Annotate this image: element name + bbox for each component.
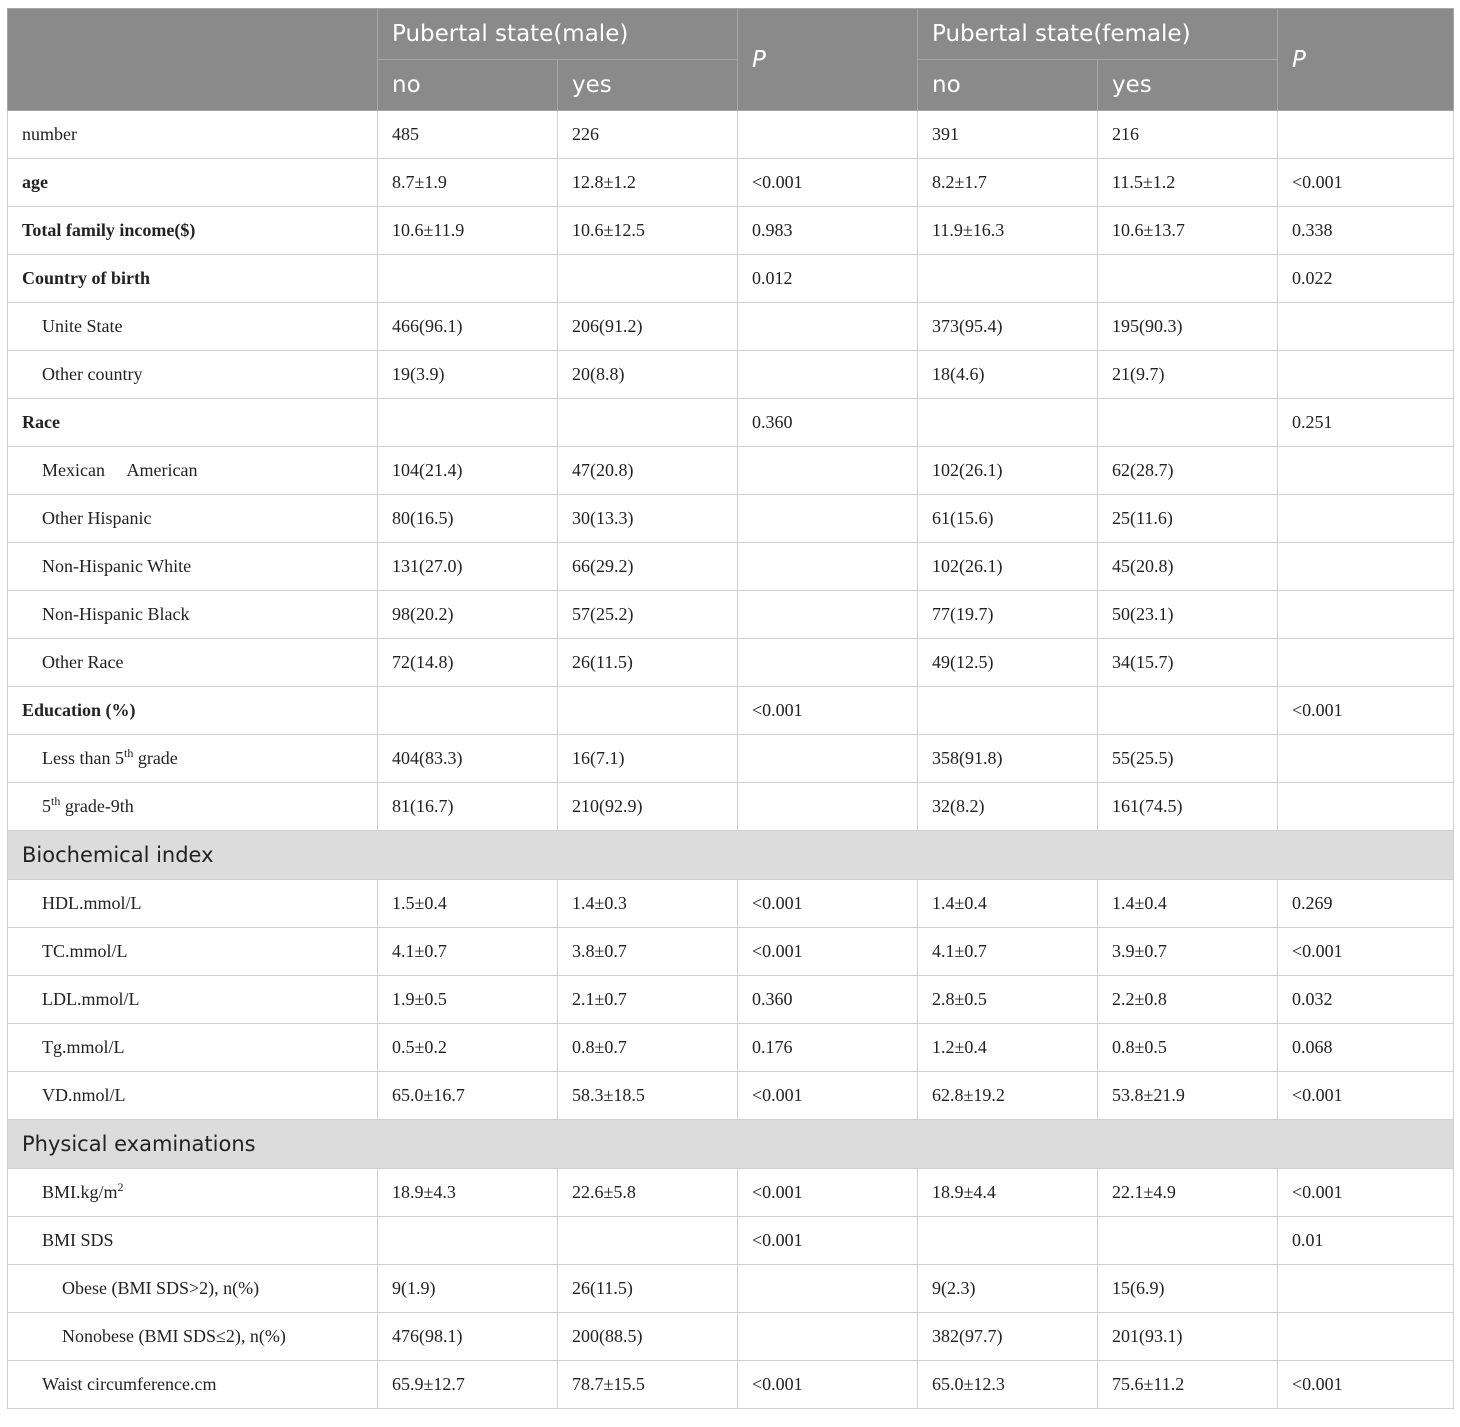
row-label-text: Unite State [42,316,123,336]
cell-female-yes: 2.2±0.8 [1098,976,1278,1024]
cell-p-male: <0.001 [738,687,918,735]
cell-male-no: 476(98.1) [378,1313,558,1361]
cell-male-yes: 22.6±5.8 [558,1169,738,1217]
row-label [8,1072,378,1120]
row-label [8,976,378,1024]
cell-p-male [738,783,918,831]
row-label-superscript: th [123,746,134,760]
cell-male-no: 98(20.2) [378,591,558,639]
cell-p-female [1278,783,1454,831]
row-label-text: Mexican American [42,460,198,480]
cell-female-yes [1098,687,1278,735]
table-row [8,1072,1454,1120]
cell-female-yes [1098,399,1278,447]
cell-male-yes: 26(11.5) [558,1265,738,1313]
cell-male-yes: 3.8±0.7 [558,928,738,976]
cell-p-female: 0.338 [1278,207,1454,255]
cell-p-male: 0.176 [738,1024,918,1072]
cell-female-yes [1098,1217,1278,1265]
cell-male-no: 131(27.0) [378,543,558,591]
row-label [8,447,378,495]
cell-p-male: 0.012 [738,255,918,303]
table-row [8,976,1454,1024]
cell-female-yes: 50(23.1) [1098,591,1278,639]
cell-male-yes: 226 [558,111,738,159]
cell-female-no: 102(26.1) [918,543,1098,591]
cell-female-yes: 21(9.7) [1098,351,1278,399]
row-label [8,351,378,399]
header-male-yes: yes [558,60,738,111]
cell-p-female: 0.01 [1278,1217,1454,1265]
cell-male-no [378,687,558,735]
row-label-text: Total family income($) [22,220,196,240]
table-row [8,1024,1454,1072]
cell-female-no [918,1217,1098,1265]
table-row [8,255,1454,303]
cell-female-no: 61(15.6) [918,495,1098,543]
cell-male-yes: 47(20.8) [558,447,738,495]
row-label-text: Other Hispanic [42,508,152,528]
row-label-text: Other country [42,364,143,384]
row-label [8,1169,378,1217]
cell-female-no: 32(8.2) [918,783,1098,831]
cell-p-female [1278,495,1454,543]
table-row [8,495,1454,543]
cell-female-no: 9(2.3) [918,1265,1098,1313]
row-label-text: Education (%) [22,700,136,720]
cell-male-no: 18.9±4.3 [378,1169,558,1217]
row-label [8,543,378,591]
cell-male-yes: 0.8±0.7 [558,1024,738,1072]
cell-male-no: 19(3.9) [378,351,558,399]
cell-female-yes: 34(15.7) [1098,639,1278,687]
cell-p-female [1278,303,1454,351]
cell-p-female [1278,735,1454,783]
row-label [8,928,378,976]
cell-female-no: 1.2±0.4 [918,1024,1098,1072]
cell-male-no: 1.9±0.5 [378,976,558,1024]
cell-p-male: <0.001 [738,928,918,976]
cell-female-no: 11.9±16.3 [918,207,1098,255]
cell-male-yes: 2.1±0.7 [558,976,738,1024]
cell-p-male: <0.001 [738,159,918,207]
cell-female-no: 391 [918,111,1098,159]
cell-p-female [1278,1313,1454,1361]
cell-female-no: 4.1±0.7 [918,928,1098,976]
row-label [8,495,378,543]
cell-p-male [738,735,918,783]
table-row [8,1217,1454,1265]
row-label [8,591,378,639]
cell-p-female [1278,543,1454,591]
cell-female-yes: 216 [1098,111,1278,159]
cell-p-female: 0.068 [1278,1024,1454,1072]
table-row [8,880,1454,928]
cell-p-female [1278,351,1454,399]
row-label-text: Other Race [42,652,124,672]
row-label [8,1361,378,1409]
cell-female-yes: 161(74.5) [1098,783,1278,831]
table-row [8,783,1454,831]
cell-female-no [918,399,1098,447]
table-row [8,639,1454,687]
section-title: Physical examinations [8,1120,1454,1169]
row-label [8,687,378,735]
row-label-text: Nonobese (BMI SDS≤2), n(%) [62,1326,286,1346]
cell-female-yes: 22.1±4.9 [1098,1169,1278,1217]
cell-male-yes: 66(29.2) [558,543,738,591]
row-label-text: TC.mmol/L [42,941,128,961]
section-row [8,831,1454,880]
cell-male-yes: 57(25.2) [558,591,738,639]
cell-p-male [738,447,918,495]
row-label [8,1024,378,1072]
cell-female-no: 382(97.7) [918,1313,1098,1361]
cell-male-no: 485 [378,111,558,159]
cell-p-female: <0.001 [1278,159,1454,207]
header-p-male: P [738,9,918,111]
cell-male-yes: 12.8±1.2 [558,159,738,207]
cell-p-male: <0.001 [738,1072,918,1120]
cell-female-yes: 3.9±0.7 [1098,928,1278,976]
cell-p-male: 0.360 [738,976,918,1024]
table-row [8,735,1454,783]
cell-p-female [1278,1265,1454,1313]
cell-p-female: <0.001 [1278,1072,1454,1120]
cell-male-yes: 210(92.9) [558,783,738,831]
cell-p-male [738,351,918,399]
cell-male-yes [558,1217,738,1265]
cell-female-no: 1.4±0.4 [918,880,1098,928]
row-label-text: BMI SDS [42,1230,114,1250]
row-label-text: Non-Hispanic White [42,556,192,576]
header-female-no: no [918,60,1098,111]
cell-male-no: 466(96.1) [378,303,558,351]
cell-p-male [738,543,918,591]
cell-p-male [738,639,918,687]
row-label-text: HDL.mmol/L [42,893,142,913]
cell-male-yes: 200(88.5) [558,1313,738,1361]
row-label [8,207,378,255]
table-header [8,9,1454,111]
cell-female-yes: 10.6±13.7 [1098,207,1278,255]
cell-male-yes [558,399,738,447]
cell-p-female: 0.269 [1278,880,1454,928]
cell-male-no: 81(16.7) [378,783,558,831]
header-male-no: no [378,60,558,111]
table-row [8,447,1454,495]
table-row [8,928,1454,976]
table-row [8,543,1454,591]
cell-male-yes: 16(7.1) [558,735,738,783]
cell-p-male [738,495,918,543]
cell-male-no: 8.7±1.9 [378,159,558,207]
cell-female-no: 18.9±4.4 [918,1169,1098,1217]
header-female-yes: yes [1098,60,1278,111]
table-row [8,207,1454,255]
cell-male-yes: 58.3±18.5 [558,1072,738,1120]
cell-p-male: <0.001 [738,880,918,928]
cell-male-no: 10.6±11.9 [378,207,558,255]
cell-p-male: <0.001 [738,1169,918,1217]
cell-p-male [738,591,918,639]
row-label-suffix: grade-9th [60,796,134,816]
row-label [8,111,378,159]
row-label-text: Less than 5 [42,748,124,768]
row-label-text: Race [22,412,60,432]
row-label-superscript: 2 [117,1180,124,1194]
cell-p-female [1278,111,1454,159]
cell-male-yes: 10.6±12.5 [558,207,738,255]
cell-p-female: 0.022 [1278,255,1454,303]
cell-male-yes: 30(13.3) [558,495,738,543]
cell-female-no [918,255,1098,303]
cell-female-no: 358(91.8) [918,735,1098,783]
cell-female-no: 8.2±1.7 [918,159,1098,207]
cell-p-female [1278,447,1454,495]
cell-male-no: 65.0±16.7 [378,1072,558,1120]
row-label-text: Non-Hispanic Black [42,604,190,624]
section-title: Biochemical index [8,831,1454,880]
row-label [8,1217,378,1265]
cell-male-no: 1.5±0.4 [378,880,558,928]
table-body [8,111,1454,1409]
table-row [8,1169,1454,1217]
cell-male-no [378,399,558,447]
cell-female-no: 62.8±19.2 [918,1072,1098,1120]
cell-female-yes: 25(11.6) [1098,495,1278,543]
cell-female-yes: 15(6.9) [1098,1265,1278,1313]
row-label [8,1265,378,1313]
table-row [8,351,1454,399]
cell-p-male: <0.001 [738,1217,918,1265]
table-row [8,1265,1454,1313]
cell-female-yes: 45(20.8) [1098,543,1278,591]
row-label-text: BMI.kg/m [42,1182,118,1202]
table-row [8,687,1454,735]
row-label [8,639,378,687]
row-label [8,303,378,351]
cell-female-yes: 195(90.3) [1098,303,1278,351]
cell-female-yes: 55(25.5) [1098,735,1278,783]
cell-p-male: <0.001 [738,1361,918,1409]
cell-female-no: 373(95.4) [918,303,1098,351]
row-label [8,159,378,207]
cell-p-male [738,303,918,351]
section-row [8,1120,1454,1169]
cell-female-no: 49(12.5) [918,639,1098,687]
table-row [8,399,1454,447]
cell-male-no: 0.5±0.2 [378,1024,558,1072]
cell-male-no: 104(21.4) [378,447,558,495]
cell-male-no: 72(14.8) [378,639,558,687]
cell-p-male [738,1265,918,1313]
header-p-female: P [1278,9,1454,111]
table-row [8,591,1454,639]
cell-female-yes: 53.8±21.9 [1098,1072,1278,1120]
cell-female-no: 77(19.7) [918,591,1098,639]
cell-p-male: 0.360 [738,399,918,447]
cell-female-yes: 62(28.7) [1098,447,1278,495]
row-label [8,255,378,303]
cell-p-female: <0.001 [1278,1361,1454,1409]
table-row [8,159,1454,207]
cell-p-female [1278,591,1454,639]
table-row [8,303,1454,351]
cell-male-no: 404(83.3) [378,735,558,783]
row-label-text: LDL.mmol/L [42,989,140,1009]
row-label-text: number [22,124,77,144]
cell-female-yes: 201(93.1) [1098,1313,1278,1361]
row-label-text: age [22,172,48,192]
cell-female-yes: 75.6±11.2 [1098,1361,1278,1409]
data-table [7,8,1454,1409]
row-label [8,880,378,928]
cell-p-male [738,111,918,159]
cell-male-yes: 26(11.5) [558,639,738,687]
cell-male-yes [558,687,738,735]
cell-male-no: 80(16.5) [378,495,558,543]
cell-female-no: 102(26.1) [918,447,1098,495]
cell-p-female: 0.032 [1278,976,1454,1024]
header-female-group: Pubertal state(female) [918,9,1278,60]
row-label-text: Waist circumference.cm [42,1374,217,1394]
row-label-text: Obese (BMI SDS>2), n(%) [62,1278,260,1298]
row-label [8,399,378,447]
header-male-group: Pubertal state(male) [378,9,738,60]
cell-male-yes: 1.4±0.3 [558,880,738,928]
row-label-text: Country of birth [22,268,151,288]
cell-female-yes: 0.8±0.5 [1098,1024,1278,1072]
cell-p-male: 0.983 [738,207,918,255]
cell-female-no: 2.8±0.5 [918,976,1098,1024]
row-label-superscript: th [51,794,61,808]
row-label-text: Tg.mmol/L [42,1037,125,1057]
cell-female-yes [1098,255,1278,303]
cell-male-no: 4.1±0.7 [378,928,558,976]
cell-male-yes: 20(8.8) [558,351,738,399]
cell-female-no: 65.0±12.3 [918,1361,1098,1409]
cell-male-no [378,255,558,303]
cell-male-yes: 206(91.2) [558,303,738,351]
cell-female-yes: 11.5±1.2 [1098,159,1278,207]
row-label-text: 5 [42,796,51,816]
table-row [8,1361,1454,1409]
cell-p-female: <0.001 [1278,928,1454,976]
cell-p-female: 0.251 [1278,399,1454,447]
cell-female-yes: 1.4±0.4 [1098,880,1278,928]
row-label [8,783,378,831]
table-row [8,1313,1454,1361]
cell-p-female [1278,639,1454,687]
cell-male-yes [558,255,738,303]
cell-p-female: <0.001 [1278,687,1454,735]
row-label-suffix: grade [133,748,178,768]
cell-male-no: 65.9±12.7 [378,1361,558,1409]
cell-p-male [738,1313,918,1361]
row-label [8,735,378,783]
cell-male-no: 9(1.9) [378,1265,558,1313]
row-label [8,1313,378,1361]
cell-male-no [378,1217,558,1265]
row-label-text: VD.nmol/L [42,1085,126,1105]
cell-p-female: <0.001 [1278,1169,1454,1217]
cell-female-no [918,687,1098,735]
cell-female-no: 18(4.6) [918,351,1098,399]
header-blank-cell [8,9,378,111]
table-row [8,111,1454,159]
cell-male-yes: 78.7±15.5 [558,1361,738,1409]
